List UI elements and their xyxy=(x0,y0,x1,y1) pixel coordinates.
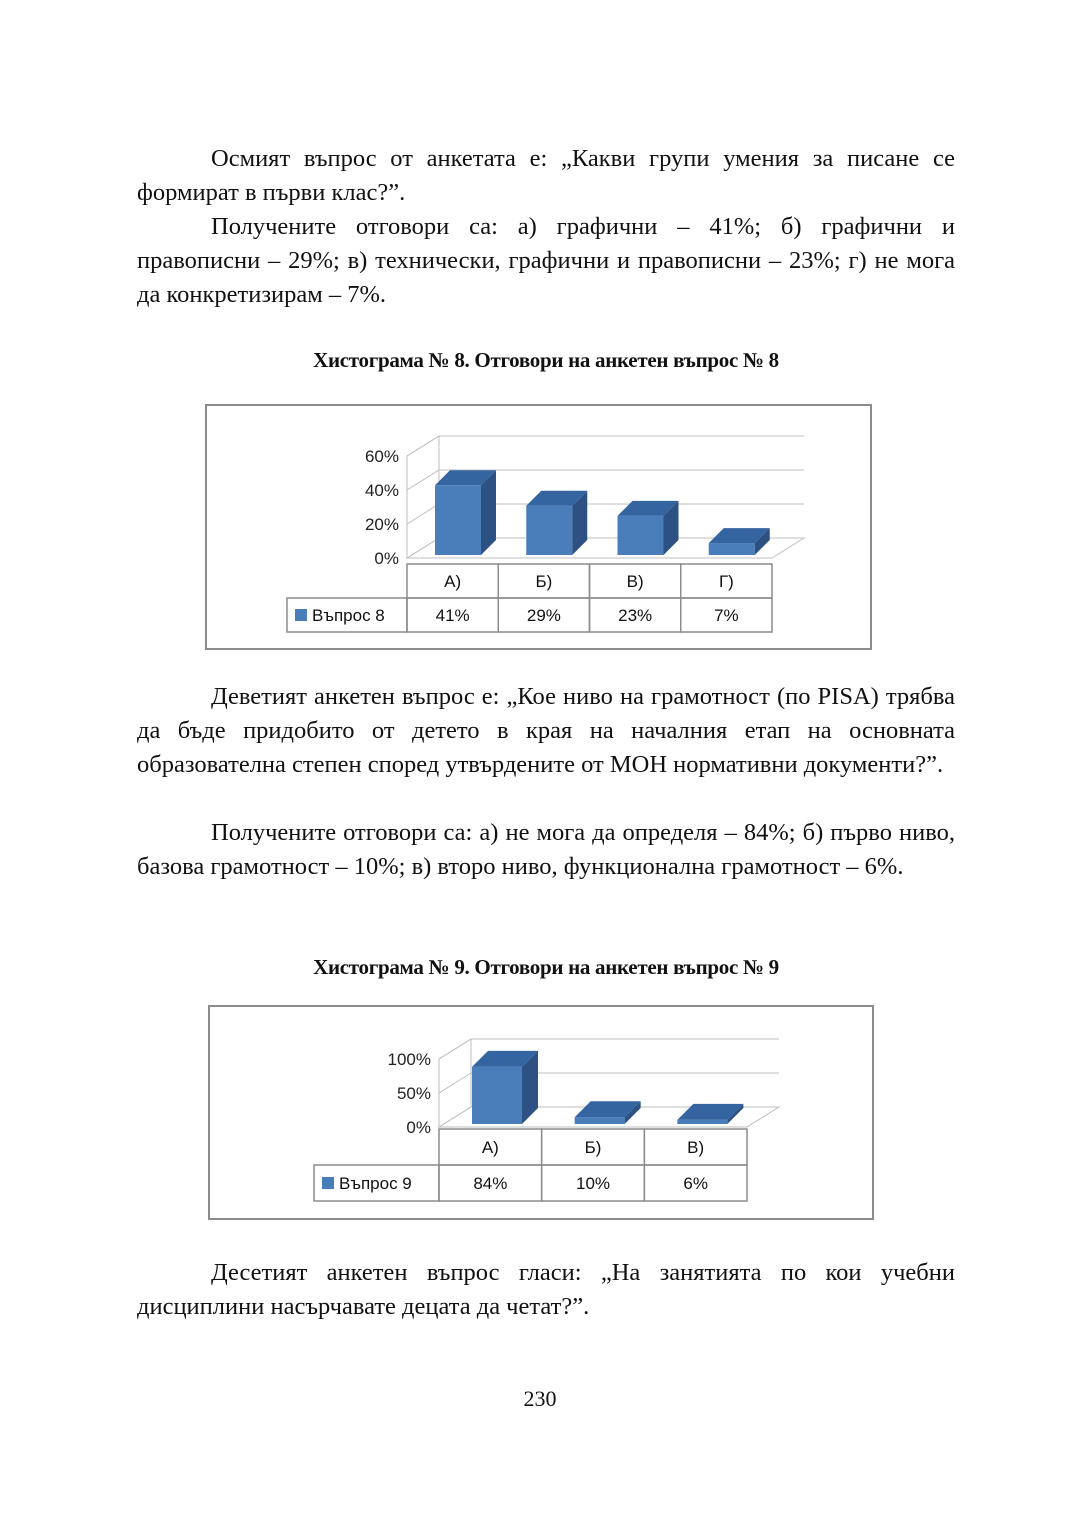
chart8-ytick-label: 0% xyxy=(374,549,399,568)
chart8-category-label: Г) xyxy=(718,572,734,591)
chart8-bar-4 xyxy=(709,528,770,555)
chart9-ytick-label: 50% xyxy=(396,1084,431,1103)
chart9-category-label: В) xyxy=(687,1138,705,1157)
bar-front xyxy=(618,516,664,555)
chart8-category-label: А) xyxy=(444,572,462,591)
chart8-bar-3 xyxy=(618,501,679,555)
chart9-ytick-label: 0% xyxy=(406,1118,431,1137)
chart9-category-label: Б) xyxy=(584,1138,602,1157)
paragraph-answers-9: Получените отговори са: а) не мога да определя – 84%; б) първо ниво, базова грамотност – 10%; в) второ ниво, функционална грамотност – 6%. xyxy=(137,819,955,880)
chart8-ytick-label: 40% xyxy=(364,481,399,500)
paragraph-question-10: Десетият анкетен въпрос гласи: „На занятията по кои учебни дисциплини насърчавате децата да четат?”. xyxy=(137,1259,955,1320)
chart8-category-label: Б) xyxy=(535,572,553,591)
paragraph-question-8: Осмият въпрос от анкетата е: „Какви групи умения за писане се формират в първи клас?”. xyxy=(137,145,955,206)
chart9-ytick-label: 100% xyxy=(387,1050,431,1069)
chart8-data-label: 29% xyxy=(526,606,561,625)
chart8-ytick-label: 20% xyxy=(364,515,399,534)
chart8-ytick-label: 60% xyxy=(364,447,399,466)
paragraph-answers-8: Получените отговори са: а) графични – 41%; б) графични и правописни – 29%; в) технически, графични и правописни – 23%; г) не мога да конкретизирам – 7%. xyxy=(137,213,955,308)
chart8-data-label: 7% xyxy=(714,606,739,625)
chart9-legend-label: Въпрос 9 xyxy=(339,1174,412,1193)
chart8-side-wall xyxy=(407,436,439,558)
chart-8-frame xyxy=(205,404,872,650)
chart8-bar-1 xyxy=(435,470,496,555)
chart-8-caption: Хистограма № 8. Отговори на анкетен въпрос № 8 xyxy=(313,348,779,372)
chart8-data-label: 23% xyxy=(618,606,653,625)
chart9-data-label: 6% xyxy=(683,1174,708,1193)
chart9-bar-2 xyxy=(575,1101,641,1124)
chart9-data-label: 10% xyxy=(575,1174,611,1193)
chart9-legend-swatch xyxy=(322,1177,334,1189)
bar-front xyxy=(472,1067,522,1124)
chart8-category-label: В) xyxy=(626,572,644,591)
chart8-data-label: 41% xyxy=(435,606,470,625)
chart-9 xyxy=(210,1007,872,1218)
bar-front xyxy=(677,1120,727,1124)
chart-8 xyxy=(207,406,870,648)
bar-front xyxy=(435,485,481,555)
bar-front xyxy=(526,506,572,555)
bar-front xyxy=(709,543,755,555)
chart9-data-label: 84% xyxy=(473,1174,508,1193)
page-number: 230 xyxy=(523,1386,557,1411)
chart8-legend-label: Въпрос 8 xyxy=(312,606,385,625)
chart9-bar-1 xyxy=(472,1051,538,1124)
chart8-bar-2 xyxy=(526,491,587,555)
chart8-gridline xyxy=(407,436,804,456)
chart-9-caption: Хистограма № 9. Отговори на анкетен въпрос № 9 xyxy=(313,955,779,979)
bar-front xyxy=(575,1117,625,1124)
chart-9-frame xyxy=(208,1005,874,1220)
paragraph-question-9: Деветият анкетен въпрос е: „Кое ниво на грамотност (по PISA) трябва да бъде придобито от детето в края на началния етап на основната образователна степен според утвърдените от МОН нормативни документи?”. xyxy=(137,683,955,778)
chart9-category-label: А) xyxy=(481,1138,499,1157)
chart8-legend-swatch xyxy=(295,609,307,621)
